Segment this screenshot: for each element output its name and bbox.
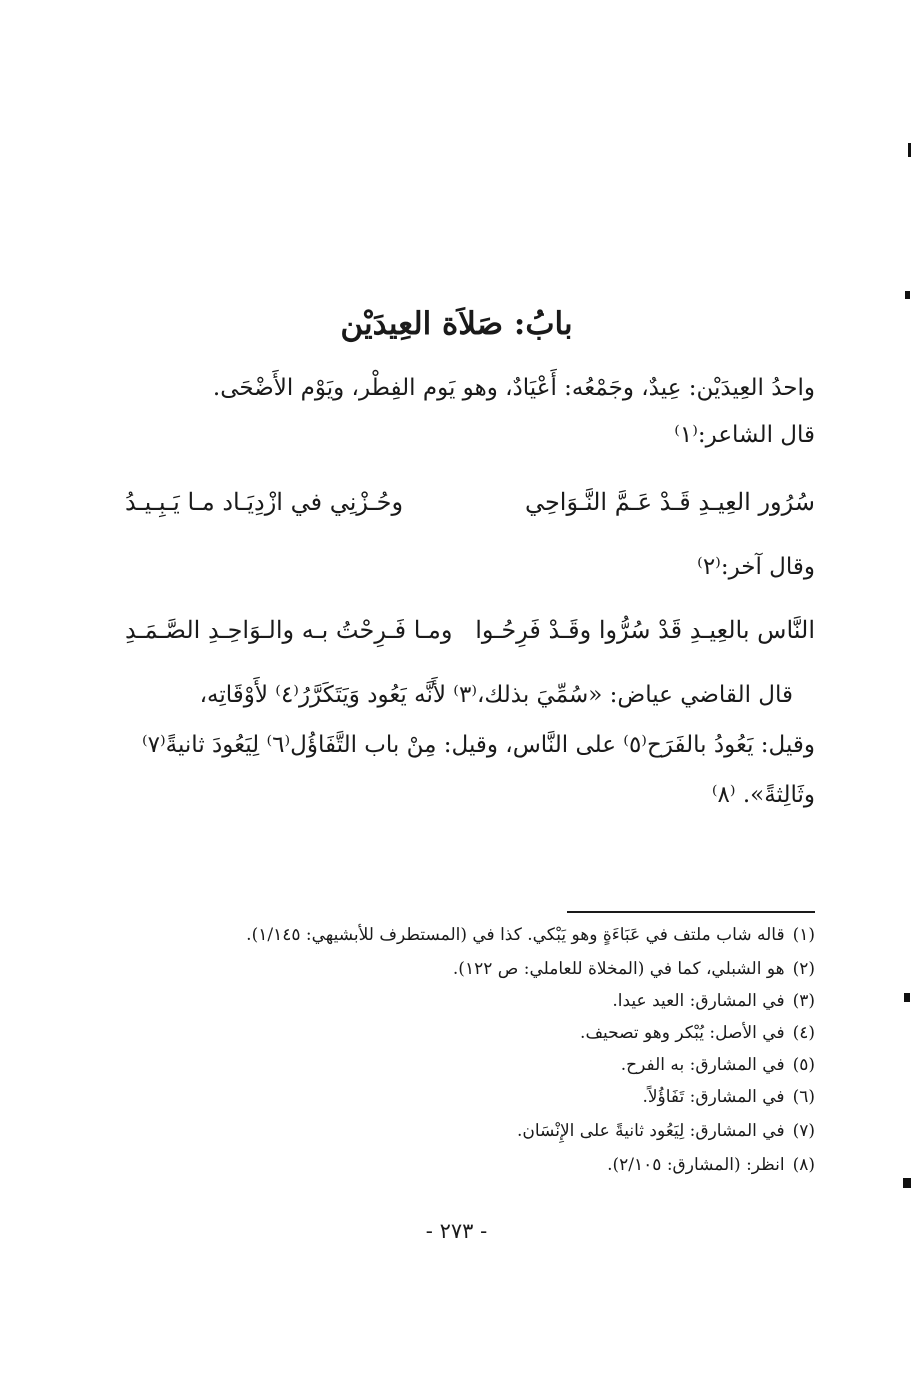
body-line-1: واحدُ العِيدَيْن: عِيدٌ، وجَمْعُه: أَعْيَادٌ، وهو يَوم الفِطْر، ويَوْم الأَضْحَى. bbox=[212, 375, 815, 401]
footnote-4 bbox=[115, 1018, 815, 1048]
footnote-text: في الأصل: يُبْكر وهو تصحيف. bbox=[580, 1023, 785, 1043]
scan-speck bbox=[908, 143, 911, 157]
footnote-text: هو الشبلي، كما في (المخلاة للعاملي: ص ١٢٢). bbox=[452, 959, 785, 979]
body-line-3: وقال آخر:⁽٢⁾ bbox=[697, 554, 815, 580]
footnote-8 bbox=[115, 1150, 815, 1180]
body-line-4: قال القاضي عياض: «سُمِّيَ بذلك،⁽٣⁾ لأَنَّه يَعُود وَيَتَكَرَّرُ⁽٤⁾ لأَوْقَاتِه، bbox=[199, 682, 793, 708]
footnote-text: قاله شاب ملتف في عَبَاءَةٍ وهو يَبْكي. كذا في (المستطرف للأبشيهي: ١/١٤٥). bbox=[246, 925, 785, 945]
verse-2-second-hemistich: ومـا فَـرِحْتُ بـه والـوَاحِـدِ الصَّـمَـدِ bbox=[125, 616, 453, 644]
footnote-text: انظر: (المشارق: ٢/١٠٥). bbox=[607, 1155, 785, 1175]
footnote-text: في المشارق: به الفرح. bbox=[620, 1055, 785, 1075]
footnote-2 bbox=[115, 954, 815, 984]
poem-verse-2 bbox=[125, 608, 815, 652]
chapter-title: بابُ: صَلاَة العِيدَيْن bbox=[340, 306, 573, 342]
footnote-number: (٣) bbox=[792, 991, 815, 1011]
footnote-6 bbox=[115, 1082, 815, 1112]
footnote-number: (٦) bbox=[792, 1087, 815, 1107]
footnote-number: (٥) bbox=[792, 1055, 815, 1075]
page-number: - ٢٧٣ - bbox=[425, 1219, 488, 1243]
footnote-number: (٤) bbox=[792, 1023, 815, 1043]
footnote-number: (١) bbox=[792, 925, 815, 945]
verse-1-second-hemistich: وحُـزْنِي في ازْدِيَـاد مـا يَـبِـيـدُ bbox=[125, 488, 404, 516]
scan-speck bbox=[905, 291, 910, 299]
scan-speck bbox=[903, 1178, 911, 1188]
footnote-text: في المشارق: تَفَاؤُلاً. bbox=[642, 1087, 785, 1107]
body-line-2: قال الشاعر:⁽١⁾ bbox=[674, 422, 815, 448]
footnote-text: في المشارق: لِيَعُود ثانيةً على الإِنْسَان. bbox=[516, 1121, 785, 1141]
footnote-number: (٧) bbox=[792, 1121, 815, 1141]
body-line-6: وثَالِثةً». ⁽٨⁾ bbox=[711, 782, 815, 808]
poem-verse-1 bbox=[125, 480, 815, 524]
footnote-5 bbox=[115, 1050, 815, 1080]
verse-2-first-hemistich: النَّاس بالعِيـدِ قَدْ سُرُّوا وقَـدْ فَرِحُـوا bbox=[475, 616, 815, 644]
footnote-1 bbox=[115, 920, 815, 950]
footnote-7 bbox=[115, 1116, 815, 1146]
footnote-number: (٢) bbox=[792, 959, 815, 979]
scan-speck bbox=[904, 993, 910, 1002]
verse-1-first-hemistich: سُرُور العِيـدِ قَـدْ عَـمَّ النَّـوَاحِي bbox=[524, 488, 815, 516]
footnote-text: في المشارق: العيد عيدا. bbox=[612, 991, 785, 1011]
footnote-3 bbox=[115, 986, 815, 1016]
footnote-number: (٨) bbox=[792, 1155, 815, 1175]
body-line-5: وقيل: يَعُودُ بالفَرَح⁽٥⁾ على النَّاس، وقيل: مِنْ باب التَّفَاؤُل⁽٦⁾ لِيَعُودَ ثانيةً⁽٧⁾ bbox=[141, 732, 815, 758]
footnote-separator bbox=[567, 911, 815, 913]
